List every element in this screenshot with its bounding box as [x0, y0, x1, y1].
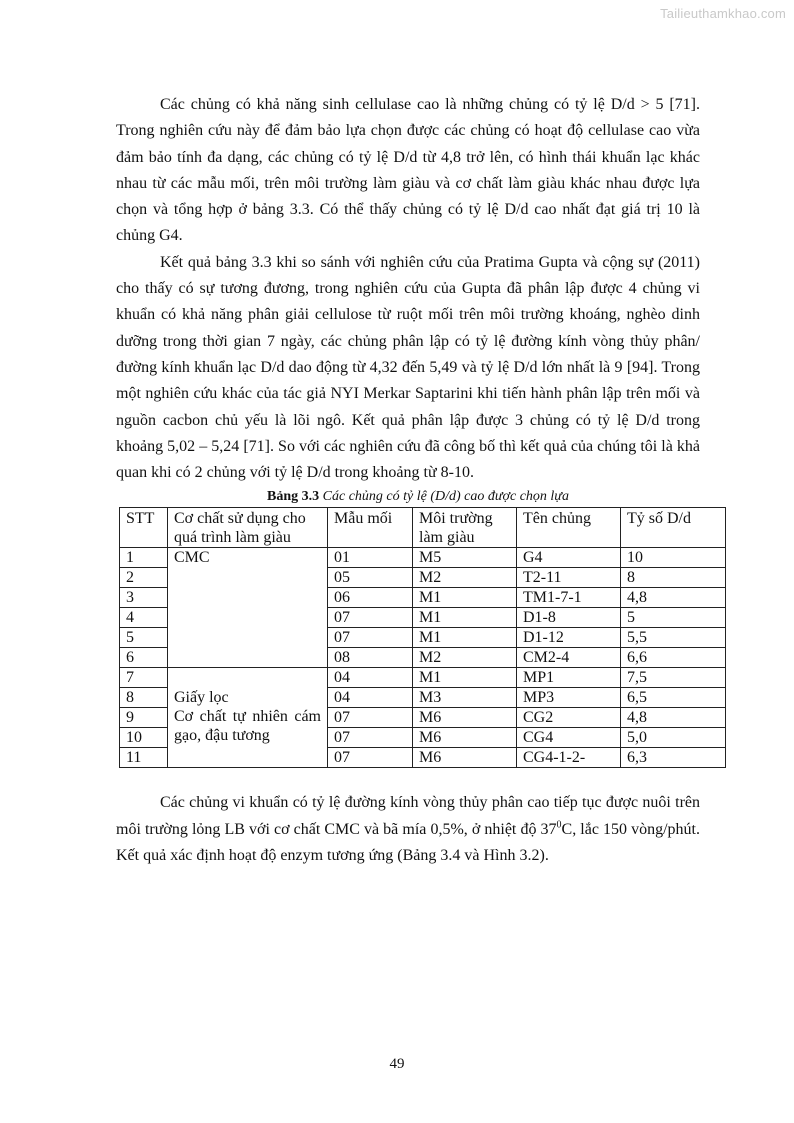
cell-strain: CM2-4: [517, 648, 621, 668]
strain-table: [119, 507, 726, 768]
cell-medium: M6: [413, 728, 517, 748]
header-medium: Môi trường làm giàu: [413, 508, 517, 548]
table-caption-label: Bảng 3.3: [267, 489, 320, 505]
cell-sample: 08: [328, 648, 413, 668]
cell-stt: 3: [120, 588, 168, 608]
cell-stt: 5: [120, 628, 168, 648]
cell-strain: D1-8: [517, 608, 621, 628]
cell-medium: M1: [413, 628, 517, 648]
table-header-row: [120, 508, 726, 548]
cell-ratio: 4,8: [621, 708, 726, 728]
substrate-natural: Cơ chất tự nhiên cám gạo, đậu tương: [174, 708, 321, 745]
paragraph-2: Kết quả bảng 3.3 khi so sánh với nghiên cứu của Pratima Gupta và cộng sự (2011) cho thấy có sự tương đương, trong nghiên cứu của Gupta đã phân lập được 4 chủng vi khuẩn có khả năng phân giải cellulose từ ruột mối trên môi trường khoáng, nghèo dinh dưỡng trong thời gian 7 ngày, các chủng phân lập có tỷ lệ đường kính vòng thủy phân/ đường kính khuẩn lạc D/d dao động từ 4,32 đến 5,49 và tỷ lệ D/d lớn nhất là 9 [94]. Trong một nghiên cứu khác của tác giả NYI Merkar Saptarini khi tiến hành phân lập trên mối và nguồn cacbon chủ yếu là lõi ngô. Kết quả phân lập được 3 chủng có tỷ lệ D/d trong khoảng 5,02 – 5,24 [71]. So với các nghiên cứu đã công bố thì kết quả của chúng tôi là khả quan khi có 2 chủng với tỷ lệ D/d trong khoảng từ 8-10.: [116, 253, 700, 482]
paragraph-1: Các chủng có khả năng sinh cellulase cao là những chủng có tỷ lệ D/d > 5 [71]. Trong nghiên cứu này để đảm bảo lựa chọn được các chủng có hoạt độ cellulase cao vừa đảm bảo tính đa dạng, các chủng có tỷ lệ D/d từ 4,8 trở lên, có hình thái khuẩn lạc khác nhau từ các mẫu mối, trên môi trường làm giàu và cơ chất làm giàu khác nhau được lựa chọn và tổng hợp ở bảng 3.3. Có thể thấy chủng có tỷ lệ D/d cao nhất đạt giá trị 10 là chủng G4.: [116, 96, 700, 245]
cell-medium: M6: [413, 708, 517, 728]
cell-substrate-group: [168, 668, 328, 768]
cell-stt: 7: [120, 668, 168, 688]
cell-sample: 04: [328, 668, 413, 688]
cell-sample: 01: [328, 548, 413, 568]
cell-medium: M2: [413, 648, 517, 668]
cell-stt: 8: [120, 688, 168, 708]
cell-ratio: 6,5: [621, 688, 726, 708]
table-row: [120, 548, 726, 568]
cell-sample: 07: [328, 748, 413, 768]
cell-sample: 07: [328, 608, 413, 628]
header-sample: Mẫu mối: [328, 508, 413, 548]
cell-ratio: 5,5: [621, 628, 726, 648]
cell-ratio: 6,3: [621, 748, 726, 768]
cell-strain: CG2: [517, 708, 621, 728]
cell-medium: M1: [413, 588, 517, 608]
cell-ratio: 6,6: [621, 648, 726, 668]
cell-stt: 9: [120, 708, 168, 728]
cell-stt: 11: [120, 748, 168, 768]
cell-sample: 07: [328, 628, 413, 648]
cell-strain: CG4: [517, 728, 621, 748]
cell-medium: M1: [413, 608, 517, 628]
header-strain: Tên chủng: [517, 508, 621, 548]
cell-medium: M3: [413, 688, 517, 708]
cell-strain: D1-12: [517, 628, 621, 648]
degree-superscript: 0: [556, 819, 562, 831]
cell-sample: 07: [328, 708, 413, 728]
cell-stt: 10: [120, 728, 168, 748]
header-substrate: Cơ chất sử dụng cho quá trình làm giàu: [168, 508, 328, 548]
paragraph-3-text-a: Các chủng vi khuẩn có tỷ lệ đường kính vòng thủy phân cao tiếp tục được nuôi trên môi trường lỏng LB với cơ chất CMC và bã mía 0,5%, ở nhiệt độ 37: [116, 794, 700, 838]
substrate-filter-paper: Giấy lọc: [174, 689, 229, 707]
cell-strain: T2-11: [517, 568, 621, 588]
cell-ratio: 10: [621, 548, 726, 568]
watermark: Tailieuthamkhao.com: [660, 6, 786, 21]
header-ratio: Tỷ số D/d: [621, 508, 726, 548]
cell-sample: 04: [328, 688, 413, 708]
cell-medium: M2: [413, 568, 517, 588]
cell-sample: 05: [328, 568, 413, 588]
table-caption: [116, 488, 700, 506]
page-number: 49: [389, 1056, 405, 1072]
cell-strain: TM1-7-1: [517, 588, 621, 608]
paragraph-3-text-b: C, lắc 150 vòng/phút. Kết quả xác định hoạt độ enzym tương ứng (Bảng 3.4 và Hình 3.2).: [116, 820, 700, 865]
cell-strain: MP3: [517, 688, 621, 708]
cell-strain: CG4-1-2-: [517, 748, 621, 768]
cell-strain: G4: [517, 548, 621, 568]
paragraph-3: [116, 790, 700, 869]
cell-substrate-cmc: CMC: [168, 548, 328, 668]
cell-sample: 07: [328, 728, 413, 748]
cell-stt: 4: [120, 608, 168, 628]
cell-stt: 1: [120, 548, 168, 568]
table-caption-text: Các chủng có tỷ lệ (D/d) cao được chọn lựa: [322, 489, 569, 505]
header-stt: STT: [120, 508, 168, 548]
table-row: [120, 668, 726, 688]
cell-stt: 2: [120, 568, 168, 588]
cell-strain: MP1: [517, 668, 621, 688]
cell-ratio: 5: [621, 608, 726, 628]
cell-ratio: 8: [621, 568, 726, 588]
cell-medium: M5: [413, 548, 517, 568]
cell-ratio: 4,8: [621, 588, 726, 608]
cell-ratio: 7,5: [621, 668, 726, 688]
cell-stt: 6: [120, 648, 168, 668]
page-content: [116, 92, 700, 869]
cell-sample: 06: [328, 588, 413, 608]
cell-medium: M1: [413, 668, 517, 688]
cell-medium: M6: [413, 748, 517, 768]
cell-ratio: 5,0: [621, 728, 726, 748]
